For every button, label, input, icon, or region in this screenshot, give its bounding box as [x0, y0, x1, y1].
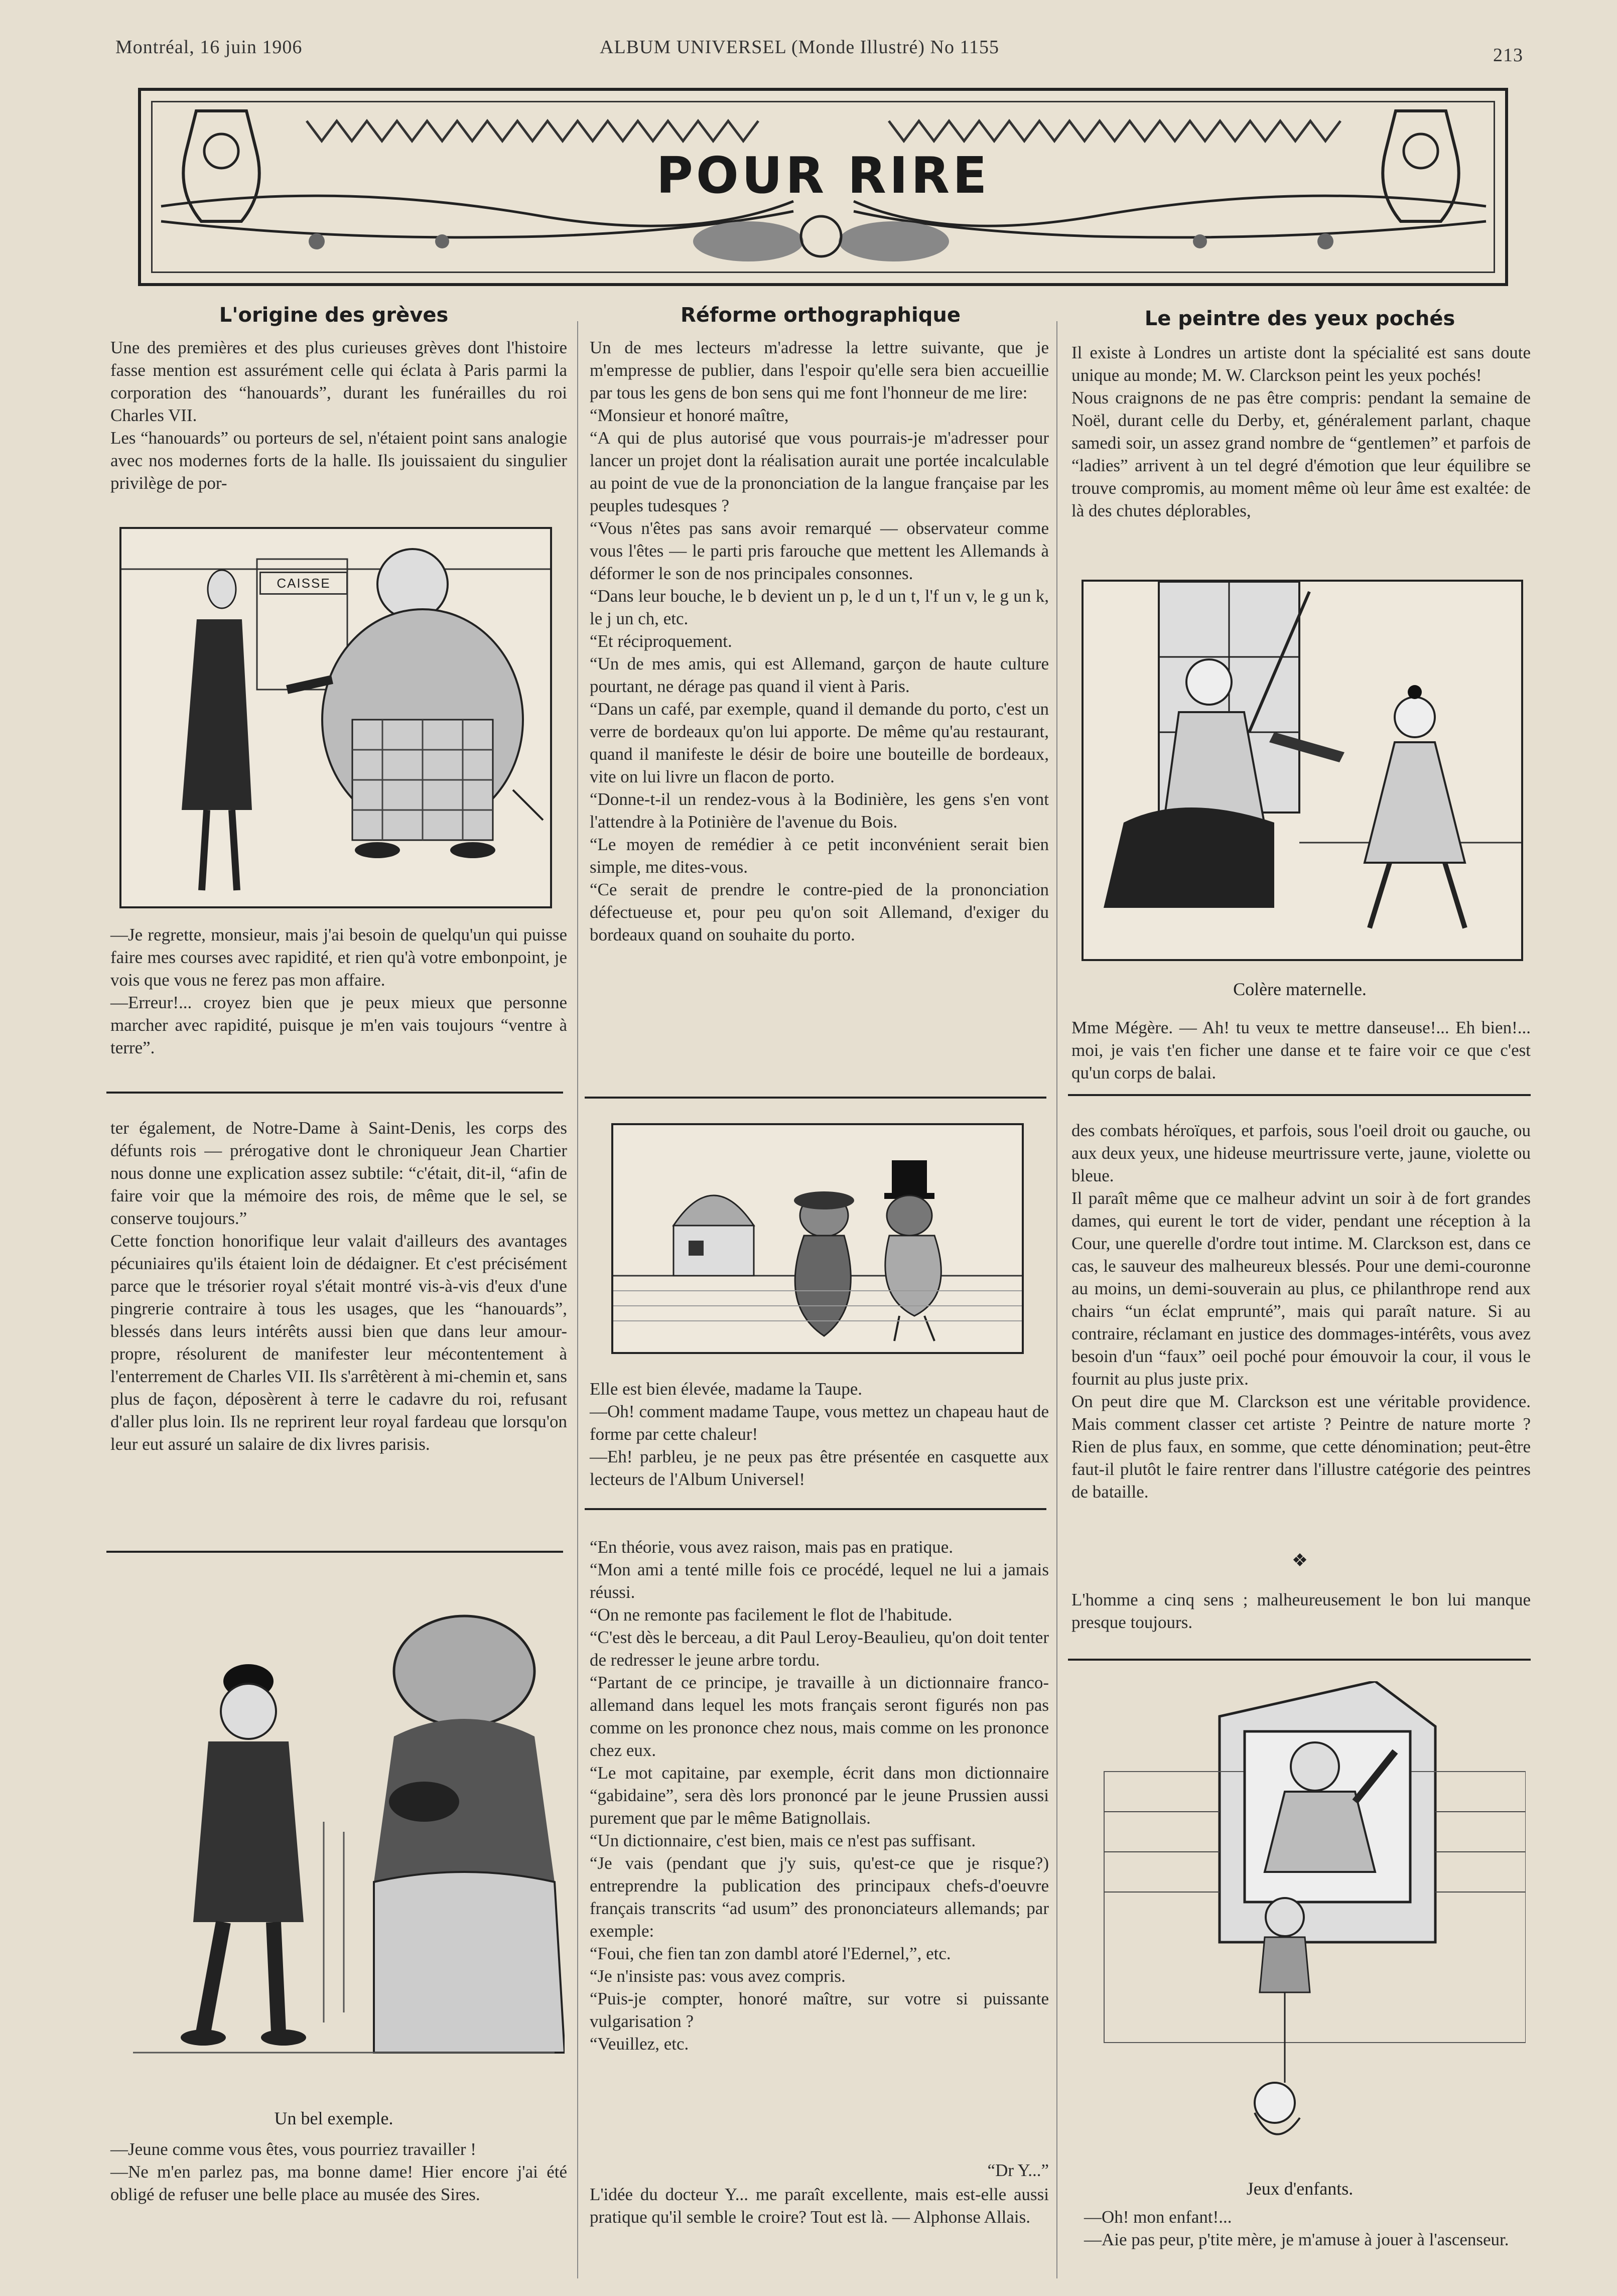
col3-caption-2: —Oh! mon enfant!... —Aie pas peur, p'tite mère, je m'amuse à jouer à l'ascenseur. [1084, 2207, 1509, 2249]
illustration-cashier [119, 527, 552, 908]
col3-divider-2 [1068, 1659, 1531, 1661]
col1-caption-2: —Jeune comme vous êtes, vous pourriez travailler ! —Ne m'en parlez pas, ma bonne dame! Hier encore j'ai été obligé de refuser une belle place au musée des Sires. [110, 2139, 567, 2204]
col3-paragraph-3: L'homme a cinq sens ; malheureusement le bon lui manque presque toujours. [1071, 1590, 1531, 1632]
col3-caption-2-title: Jeux d'enfants. [1246, 2179, 1354, 2199]
col3-paragraph-2: des combats héroïques, et parfois, sous l'oeil droit ou gauche, ou aux deux yeux, une hideuse meurtrissure verte, jaune, violette ou bleue. Il paraît même que ce malheur advint un soir à de fort grandes dames, qui eurent le tort de vider, pendant une réception à la Cour, une querelle d'ordre tout intime. M. Clarckson est, dans ce cas, le sauveur des malheureux blessés. Pour une demi-couronne au moins, un demi-souverain au plus, ce philanthrope rend aux chairs “un éclat emprunté”, mais qui paraît nature. Si au contraire, réclamant en justice des dommages-intérêts, vous avez besoin d'un “faux” oeil poché pour émouvoir la cour, il vous le fournit au plus juste prix. On peut dire que M. Clarckson est une véritable providence. Mais comment classer cet artiste ? Peintre de nature morte ? Rien de plus faux, en somme, que cette dénomination; peut-être faut-il plutôt le faire rentrer dans l'illustre catégorie des peintres de bataille. [1071, 1121, 1531, 1502]
col1-paragraph-2: ter également, de Notre-Dame à Saint-Denis, les corps des défunts rois — prérogative dont le chroniqueur Jean Chartier nous donne une explication assez subtile: “c'était, dit-il, “afin de faire voir que la mémoire des rois, de même que le sel, se conserve toujours.” Cette fonction honorifique leur valait d'ailleurs des avantages pécuniaires qu'ils étaient loin de dédaigner. Et c'est précisément parce que le trésorier royal s'était montré vis-à-vis d'eux d'une pingrerie contraire à tous les usages, que les “hanouards”, blessés dans leurs intérêts aussi bien que dans leur amour-propre, résolurent de manifester leur mécontentement à l'enterrement de Charles VII. Ils s'arrêtèrent à mi-chemin et, sans plus de façon, déposèrent à terre le cadavre du roi, refusant d'aller plus loin. Ils ne reprirent leur royal fardeau que lorsqu'on leur eut assuré un salaire de dix livres parisis. [110, 1118, 567, 1454]
col3-separator-star: ❖ [1291, 1550, 1308, 1570]
col3-divider-1 [1068, 1094, 1531, 1096]
header-publication: ALBUM UNIVERSEL (Monde Illustré) No 1155 [600, 37, 1000, 58]
col2-title: Réforme orthographique [681, 304, 961, 327]
col1-divider-2 [106, 1551, 563, 1553]
illustration-window [1074, 1681, 1526, 2163]
illustration-mole-drawing [613, 1125, 1022, 1352]
illustration-broom-drawing [1084, 582, 1521, 959]
col2-caption: Elle est bien élevée, madame la Taupe. —Oh! comment madame Taupe, vous mettez un chapeau haut de forme par cette chaleur! —Eh! parbleu, je ne peux pas être présentée en casquette aux lecteurs de l'Album Universel! [590, 1379, 1049, 1489]
col3-caption-1-title: Colère maternelle. [1233, 979, 1367, 999]
illustration-broom [1082, 580, 1523, 961]
col3-paragraph-1: Il existe à Londres un artiste dont la spécialité est sans doute unique au monde; M. W. Clarckson peint les yeux pochés! Nous craignons de ne pas être compris: pendant la semaine de Noël, durant celle du Derby, et, généralement parlant, chaque samedi soir, un assez grand nombre de “gentlemen” et parfois de “ladies” arrivent à un tel degré d'émotion que leur équilibre se trouve compromis, au moment même où leur âme est exaltée: de là des chutes déplorables, [1071, 343, 1531, 520]
banner [138, 88, 1508, 286]
col1-title: L'origine des grèves [219, 304, 449, 327]
col2-divider-1 [585, 1097, 1046, 1099]
col2-signature: “Dr Y...” [987, 2160, 1049, 2180]
col3-caption-1: Mme Mégère. — Ah! tu veux te mettre danseuse!... Eh bien!... moi, je vais t'en ficher une danse et te faire voir ce que c'est qu'un corps de balai. [1071, 1018, 1531, 1083]
illustration-beggar-drawing [113, 1571, 565, 2078]
column-separator-2 [1056, 321, 1057, 2278]
col2-paragraph-2: “En théorie, vous avez raison, mais pas en pratique. “Mon ami a tenté mille fois ce procédé, lequel ne lui a jamais réussi. “On ne remonte pas facilement le flot de l'habitude. “C'est dès le berceau, a dit Paul Leroy-Beaulieu, qu'on doit tenter de redresser le jeune arbre tordu. “Partant de ce principe, je travaille à un dictionnaire franco-allemand dans lequel les mots français seront figurés non pas comme on les prononce chez nous, mais comme on les prononce chez eux. “Le mot capitaine, par exemple, écrit dans mon dictionnaire “gabidaine”, sera dès lors prononcé par le jeune Prussien aussi purement que par le même Batignollais. “Un dictionnaire, c'est bien, mais ce n'est pas suffisant. “Je vais (pendant que j'y suis, qu'est-ce que je risque?) entreprendre la publication des principaux chefs-d'oeuvre français transcrits “ad usum” des prononciateurs allemands; par exemple: “Foui, che fien tan zon dambl atoré l'Edernel,”, etc. “Je n'insiste pas: vous avez compris. “Puis-je compter, honoré maître, sur votre si puissante vulgarisation ? “Veuillez, etc. [590, 1537, 1049, 2054]
header-page-number: 213 [1493, 45, 1523, 66]
cashier-sign: CAISSE [259, 572, 348, 595]
column-separator-1 [577, 321, 578, 2278]
col1-caption-2-title: Un bel exemple. [274, 2108, 393, 2128]
illustration-beggar [113, 1571, 565, 2078]
col1-caption-1: —Je regrette, monsieur, mais j'ai besoin de quelqu'un qui puisse faire mes courses avec rapidité, et rien qu'à votre embonpoint, je vois que vous ne ferez pas mon affaire. —Erreur!... croyez bien que je peux mieux que personne marcher avec rapidité, puisque je m'en vais toujours “ventre à terre”. [110, 925, 567, 1057]
illustration-mole [611, 1123, 1024, 1354]
header-date: Montréal, 16 juin 1906 [115, 37, 303, 58]
col2-paragraph-1: Un de mes lecteurs m'adresse la lettre suivante, que je m'empresse de publier, dans l'espoir qu'elle sera bien accueillie par tous les gens de bon sens qui me font l'honneur de me lire: “Monsieur et honoré maître, “A qui de plus autorisé que vous pourrais-je m'adresser pour lancer un projet dont la réalisation aurait une portée incalculable au point de vue de la prononciation de la langue française par les peuples tudesques ? “Vous n'êtes pas sans avoir remarqué — observateur comme vous l'êtes — le parti pris farouche que mettent les Allemands à déformer le son de nos principales consonnes. “Dans leur bouche, le b devient un p, le d un t, l'f un v, le g un k, le j un ch, etc. “Et réciproquement. “Un de mes amis, qui est Allemand, garçon de haute culture pourtant, ne dérage pas quand il vient à Paris. “Dans un café, par exemple, quand il demande du porto, c'est un verre de bordeaux qu'on lui apporte. De même qu'au restaurant, quand il manifeste le désir de boire une bouteille de bordeaux, vite on lui livre un flacon de porto. “Donne-t-il un rendez-vous à la Bodinière, les gens s'en vont l'attendre à la Potinière de l'avenue du Bois. “Le moyen de remédier à ce petit inconvénient serait bien simple, me dites-vous. “Ce serait de prendre le contre-pied de la prononciation défectueuse et, pour peu qu'on soit Allemand, d'exiger du bordeaux quand on souhaite du porto. [590, 338, 1049, 944]
col1-paragraph-1: Une des premières et des plus curieuses grèves dont l'histoire fasse mention est assurément celle qui éclata à Paris parmi la corporation des “hanouards”, durant les funérailles du roi Charles VII. Les “hanouards” ou porteurs de sel, n'étaient point sans analogie avec nos modernes forts de la halle. Ils jouissaient du singulier privilège de por- [110, 338, 567, 493]
banner-title: POUR RIRE [656, 146, 990, 205]
illustration-window-drawing [1074, 1681, 1526, 2163]
col2-paragraph-3: L'idée du docteur Y... me paraît excellente, mais est-elle aussi pratique qu'il semble le croire? Tout est là. — Alphonse Allais. [590, 2185, 1049, 2227]
col1-divider-1 [106, 1092, 563, 1094]
col3-title: Le peintre des yeux pochés [1144, 307, 1455, 330]
col2-divider-2 [585, 1508, 1046, 1510]
